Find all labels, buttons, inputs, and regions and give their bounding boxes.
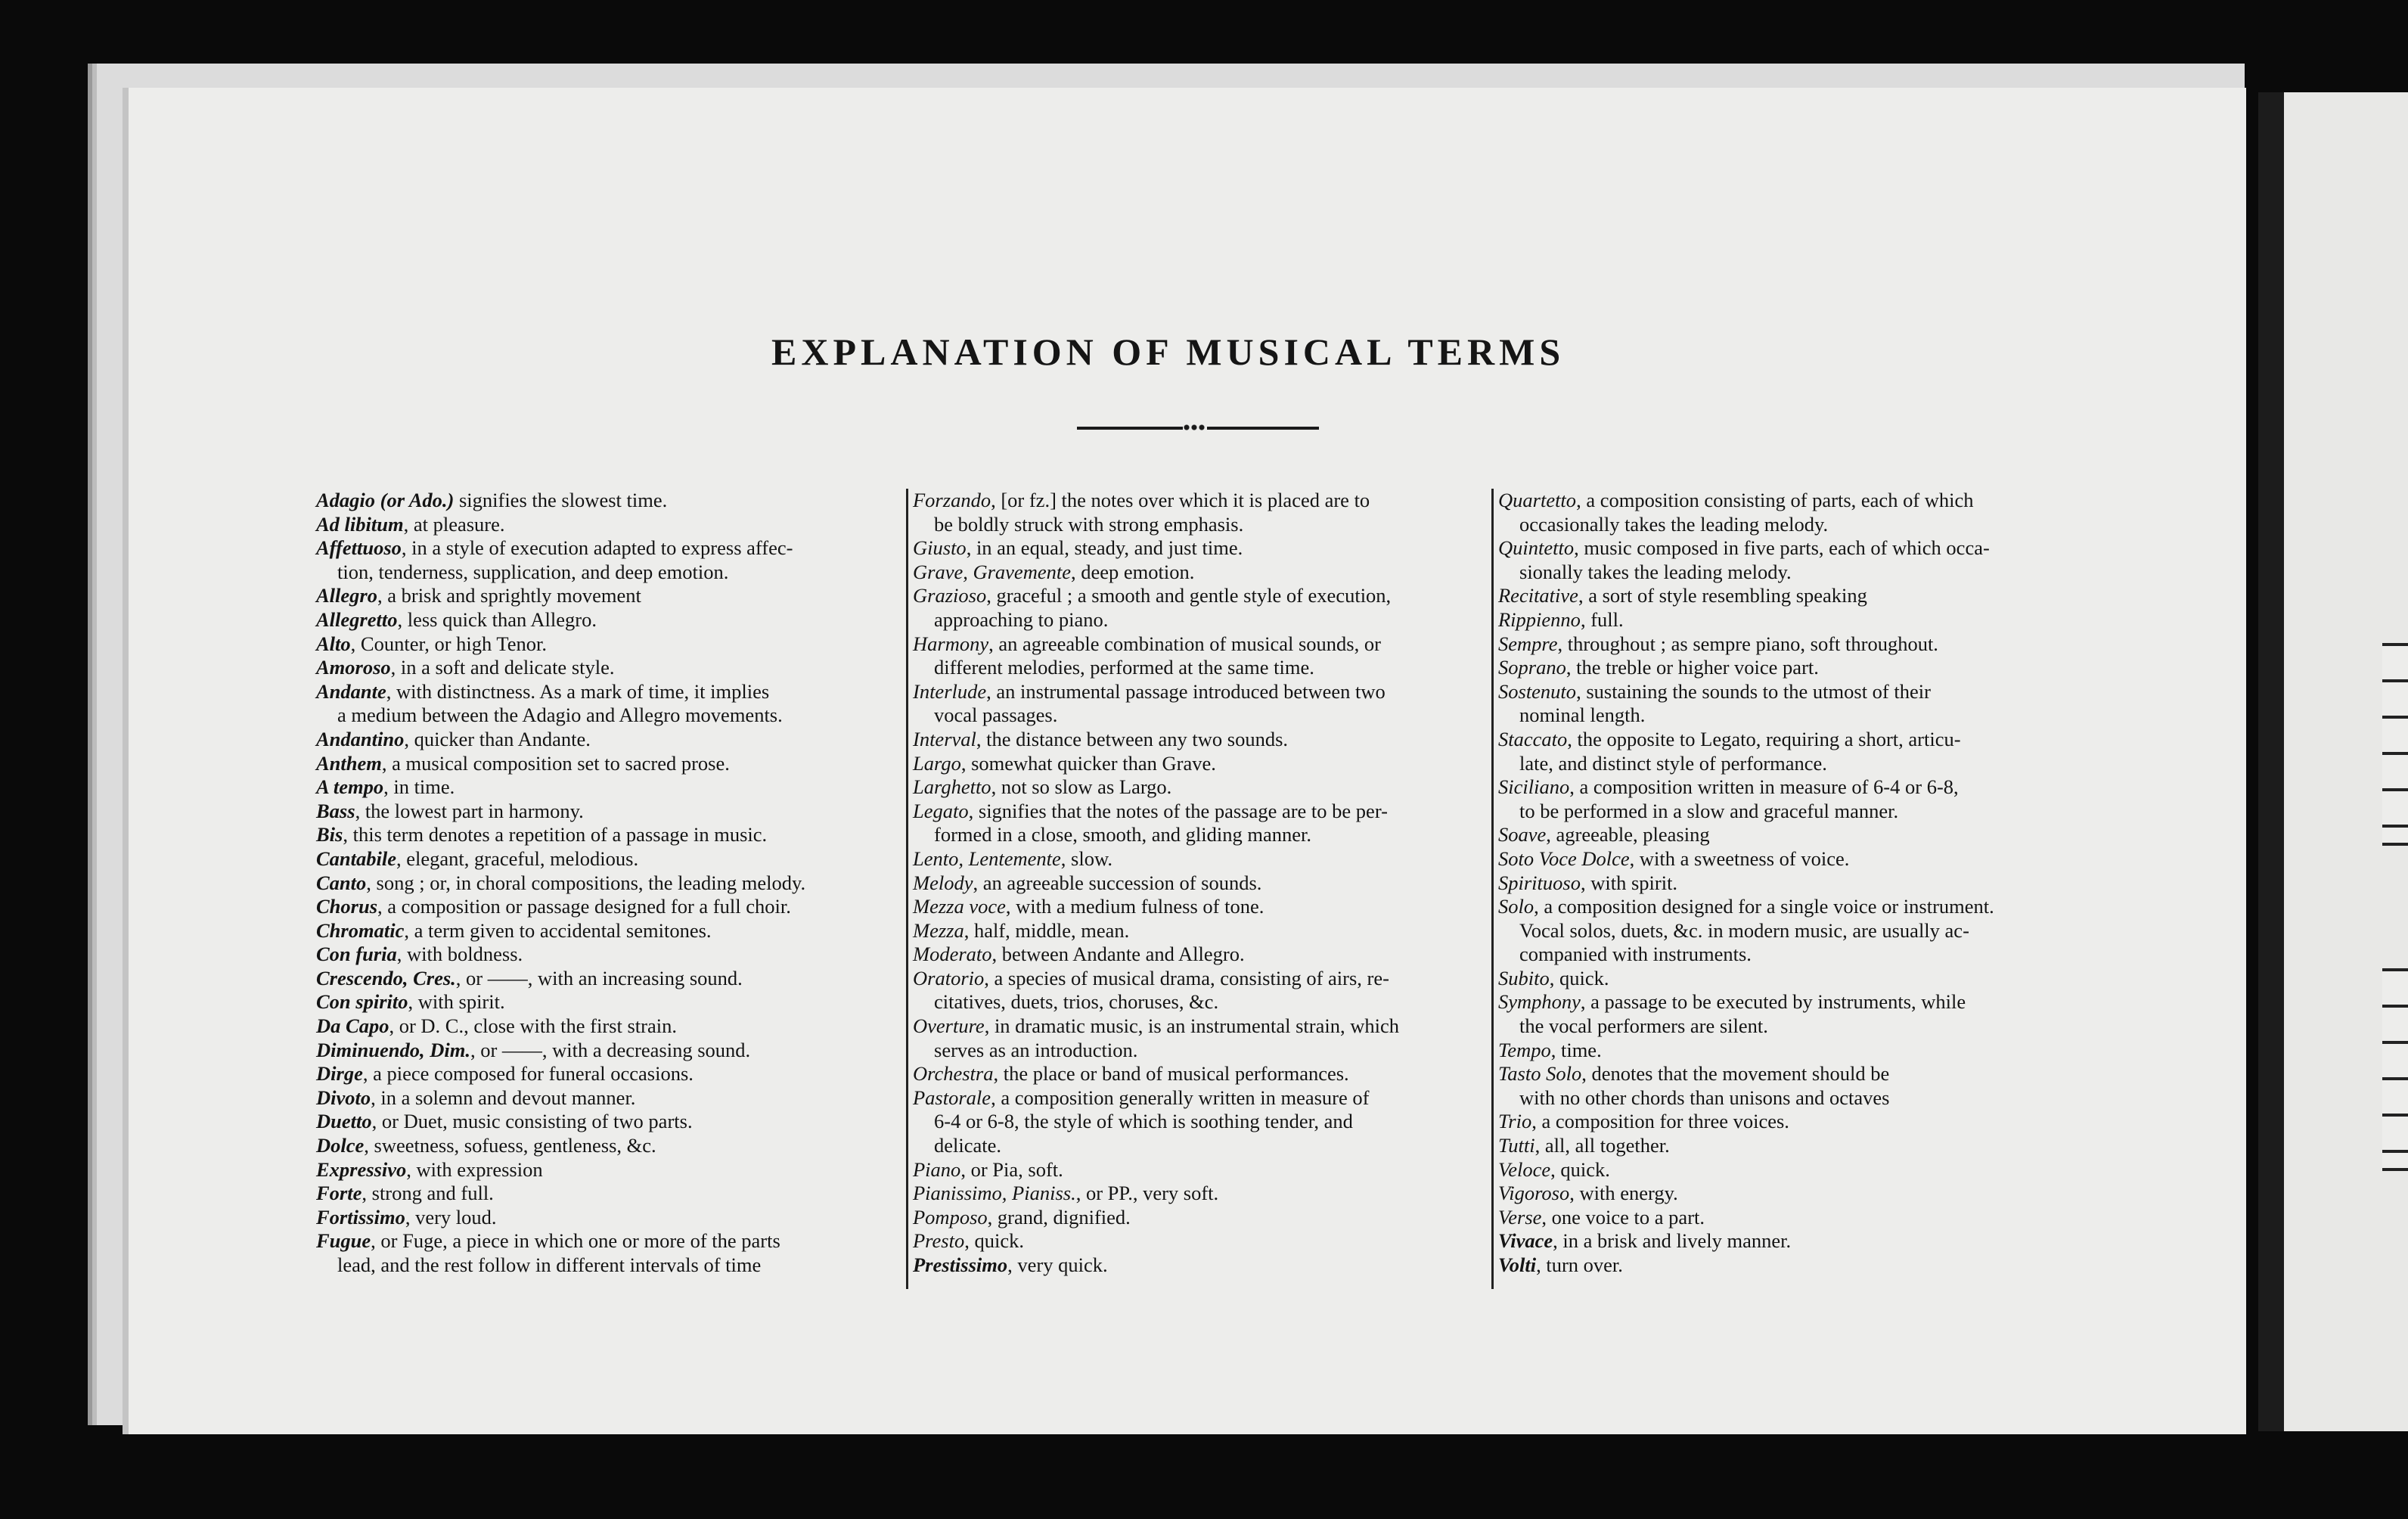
- glossary-term: Chorus: [316, 895, 378, 918]
- glossary-definition: , a sort of style resembling speaking: [1578, 584, 1867, 607]
- glossary-term: Giusto: [913, 536, 967, 560]
- glossary-term: Legato: [913, 799, 969, 822]
- glossary-entry: [913, 1158, 1495, 1182]
- glossary-definition: , one voice to a part.: [1541, 1205, 1705, 1229]
- glossary-definition: serves as an introduction.: [934, 1038, 1138, 1061]
- glossary-definition: , quick.: [1549, 966, 1609, 989]
- glossary-term: Adagio (or Ado.): [316, 489, 455, 511]
- glossary-definition: , less quick than Allegro.: [397, 607, 597, 631]
- glossary-entry: [1498, 847, 2088, 871]
- glossary-definition: approaching to piano.: [934, 607, 1109, 631]
- glossary-term: Soave: [1498, 823, 1547, 846]
- glossary-definition: , the lowest part in harmony.: [355, 799, 584, 822]
- glossary-entry: [316, 919, 898, 943]
- glossary-entry: [316, 871, 898, 896]
- glossary-entry: [316, 752, 898, 776]
- glossary-definition: different melodies, performed at the same time.: [934, 656, 1314, 679]
- glossary-definition: , elegant, graceful, melodious.: [396, 846, 639, 870]
- glossary-entry: [913, 752, 1495, 776]
- glossary-definition: , time.: [1550, 1038, 1602, 1061]
- glossary-term: Alto: [316, 632, 351, 655]
- glossary-term: Tutti: [1498, 1134, 1535, 1157]
- glossary-definition: lead, and the rest follow in different intervals of time: [337, 1253, 762, 1276]
- glossary-term: Lento, Lentemente: [913, 846, 1061, 870]
- glossary-entry: [316, 680, 898, 704]
- glossary-definition: , the place or band of musical performances.: [993, 1062, 1349, 1086]
- glossary-entry: [913, 584, 1495, 608]
- glossary-term: A tempo: [316, 775, 384, 799]
- glossary-term: Vivace: [1498, 1229, 1553, 1253]
- glossary-entry: [1498, 967, 2088, 991]
- glossary-definition: , a composition for three voices.: [1531, 1110, 1789, 1133]
- glossary-entry: [913, 608, 1495, 632]
- glossary-entry: [316, 1062, 898, 1086]
- glossary-term: Harmony: [913, 632, 989, 655]
- glossary-entry: [1498, 1134, 2088, 1158]
- glossary-term: Quartetto: [1498, 489, 1577, 511]
- glossary-term: Andante: [316, 679, 386, 703]
- glossary-entry: [1498, 1086, 2088, 1111]
- glossary-definition: , quicker than Andante.: [404, 727, 591, 750]
- music-staff-fragment: [2382, 643, 2408, 846]
- glossary-term: Verse: [1498, 1205, 1542, 1229]
- glossary-term: Tempo: [1498, 1038, 1551, 1061]
- glossary-term: Overture: [913, 1014, 985, 1038]
- glossary-entry: [913, 704, 1495, 728]
- glossary-entry: [316, 513, 898, 537]
- glossary-entry: [1498, 1182, 2088, 1206]
- glossary-term: Oratorio: [913, 966, 985, 989]
- glossary-term: Rippienno: [1498, 607, 1581, 631]
- glossary-entry: [913, 1086, 1495, 1111]
- glossary-entry: [1498, 656, 2088, 680]
- glossary-definition: nominal length.: [1519, 704, 1646, 727]
- glossary-definition: delicate.: [934, 1134, 1002, 1157]
- glossary-definition: , with a sweetness of voice.: [1629, 846, 1850, 870]
- glossary-entry: [913, 990, 1495, 1014]
- glossary-definition: , in a soft and delicate style.: [390, 656, 615, 679]
- glossary-entry: [316, 632, 898, 657]
- glossary-term: Forte: [316, 1182, 362, 1205]
- glossary-entry: [1498, 1014, 2088, 1039]
- glossary-definition: , or ——, with an increasing sound.: [455, 966, 743, 989]
- glossary-term: Con furia: [316, 943, 397, 966]
- glossary-definition: , an agreeable succession of sounds.: [973, 871, 1262, 894]
- glossary-definition: , in a style of execution adapted to express affec-: [401, 536, 793, 560]
- glossary-entry: [1498, 1253, 2088, 1278]
- glossary-entry: [913, 871, 1495, 896]
- glossary-entry: [316, 1134, 898, 1158]
- glossary-definition: , signifies that the notes of the passage are to be per-: [968, 799, 1388, 822]
- glossary-term: Quintetto: [1498, 536, 1575, 560]
- glossary-term: Pastorale: [913, 1086, 991, 1109]
- glossary-definition: , or Fuge, a piece in which one or more of the parts: [371, 1229, 780, 1253]
- glossary-term: Largo: [913, 751, 961, 775]
- glossary-term: Diminuendo, Dim.: [316, 1038, 470, 1061]
- glossary-entry: [1498, 871, 2088, 896]
- glossary-entry: [913, 728, 1495, 752]
- glossary-entry: [913, 847, 1495, 871]
- glossary-entry: [316, 1206, 898, 1230]
- glossary-definition: , at pleasure.: [403, 512, 505, 536]
- glossary-term: Trio: [1498, 1110, 1532, 1133]
- glossary-entry: [316, 1039, 898, 1063]
- glossary-column-middle: [906, 489, 1495, 1289]
- glossary-term: Expressivo: [316, 1157, 407, 1181]
- glossary-definition: , with spirit.: [408, 990, 505, 1014]
- glossary-entry: [1498, 1229, 2088, 1253]
- glossary-term: Piano: [913, 1157, 961, 1181]
- glossary-definition: , the treble or higher voice part.: [1566, 656, 1819, 679]
- glossary-definition: , a composition generally written in measure of: [991, 1086, 1370, 1109]
- glossary-entry: [1498, 632, 2088, 657]
- glossary-entry: [913, 919, 1495, 943]
- glossary-term: Allegro: [316, 584, 377, 607]
- glossary-definition: , very loud.: [405, 1205, 497, 1229]
- glossary-entry: [316, 608, 898, 632]
- glossary-definition: , deep emotion.: [1070, 560, 1195, 583]
- glossary-definition: , a composition written in measure of 6-4 or 6-8,: [1569, 775, 1959, 799]
- glossary-definition: , [or fz.] the notes over which it is placed are to: [991, 489, 1370, 511]
- glossary-entry: [913, 632, 1495, 657]
- glossary-term: Soprano: [1498, 656, 1566, 679]
- glossary-definition: , song ; or, in choral compositions, the leading melody.: [366, 871, 806, 894]
- glossary-entry: [1498, 608, 2088, 632]
- glossary-term: Grazioso: [913, 584, 987, 607]
- glossary-definition: Vocal solos, duets, &c. in modern music, are usually ac-: [1519, 918, 1969, 942]
- glossary-definition: a medium between the Adagio and Allegro movements.: [337, 704, 783, 727]
- glossary-definition: , or Pia, soft.: [960, 1157, 1063, 1181]
- glossary-term: Allegretto: [316, 607, 398, 631]
- glossary-entry: [913, 1039, 1495, 1063]
- glossary-term: Tasto Solo: [1498, 1062, 1582, 1086]
- glossary-definition: the vocal performers are silent.: [1519, 1014, 1768, 1038]
- glossary-entry: [1498, 728, 2088, 752]
- glossary-term: Forzando: [913, 489, 991, 511]
- glossary-definition: , sweetness, sofuess, gentleness, &c.: [364, 1134, 656, 1157]
- glossary-term: Ad libitum: [316, 512, 404, 536]
- glossary-definition: , between Andante and Allegro.: [991, 943, 1245, 966]
- glossary-entry: [316, 728, 898, 752]
- glossary-definition: , this term denotes a repetition of a passage in music.: [343, 823, 768, 846]
- glossary-term: Sempre: [1498, 632, 1558, 655]
- glossary-entry: [913, 513, 1495, 537]
- glossary-definition: to be performed in a slow and graceful manner.: [1519, 799, 1899, 822]
- glossary-term: Anthem: [316, 751, 382, 775]
- glossary-entry: [1498, 895, 2088, 919]
- glossary-definition: , the distance between any two sounds.: [976, 727, 1289, 750]
- glossary-entry: [316, 656, 898, 680]
- glossary-term: Sostenuto: [1498, 679, 1577, 703]
- glossary-definition: , quick.: [1550, 1157, 1610, 1181]
- glossary-entry: [316, 536, 898, 561]
- music-staff-fragment: [2382, 968, 2408, 1171]
- glossary-entry: [316, 1110, 898, 1134]
- glossary-definition: , slow.: [1060, 846, 1112, 870]
- glossary-term: Andantino: [316, 727, 405, 750]
- glossary-definition: , not so slow as Largo.: [991, 775, 1172, 799]
- glossary-column-right: [1491, 489, 2088, 1289]
- glossary-entry: [1498, 823, 2088, 847]
- glossary-definition: companied with instruments.: [1519, 943, 1752, 966]
- glossary-entry: [1498, 584, 2088, 608]
- glossary-term: Dirge: [316, 1062, 363, 1086]
- glossary-definition: with no other chords than unisons and octaves: [1519, 1086, 1890, 1109]
- glossary-entry: [316, 990, 898, 1014]
- glossary-definition: , throughout ; as sempre piano, soft throughout.: [1557, 632, 1938, 655]
- glossary-entry: [1498, 1039, 2088, 1063]
- glossary-entry: [913, 800, 1495, 824]
- glossary-definition: , quick.: [964, 1229, 1024, 1253]
- glossary-entry: [316, 489, 898, 513]
- glossary-entry: [913, 1110, 1495, 1134]
- glossary-term: Amoroso: [316, 656, 391, 679]
- glossary-entry: [1498, 1158, 2088, 1182]
- glossary-definition: , with spirit.: [1580, 871, 1678, 894]
- glossary-definition: citatives, duets, trios, choruses, &c.: [934, 990, 1219, 1014]
- glossary-term: Symphony: [1498, 990, 1581, 1014]
- glossary-definition: , with boldness.: [396, 943, 523, 966]
- glossary-entry: [913, 561, 1495, 585]
- glossary-entry: [1498, 919, 2088, 943]
- glossary-term: Da Capo: [316, 1014, 389, 1038]
- glossary-definition: , graceful ; a smooth and gentle style of execution,: [986, 584, 1392, 607]
- glossary-entry: [316, 823, 898, 847]
- glossary-definition: , very quick.: [1007, 1253, 1108, 1276]
- glossary-term: Orchestra: [913, 1062, 994, 1086]
- glossary-term: Pianissimo, Pianiss.: [913, 1182, 1076, 1205]
- glossary-entry: [316, 1014, 898, 1039]
- glossary-definition: 6-4 or 6-8, the style of which is soothing tender, and: [934, 1110, 1353, 1133]
- glossary-term: Interlude: [913, 679, 987, 703]
- glossary-definition: , with distinctness. As a mark of time, it implies: [386, 679, 770, 703]
- glossary-definition: , half, middle, mean.: [964, 918, 1130, 942]
- glossary-entry: [316, 967, 898, 991]
- glossary-entry: [1498, 752, 2088, 776]
- glossary-entry: [913, 1134, 1495, 1158]
- glossary-term: Soto Voce Dolce: [1498, 846, 1630, 870]
- glossary-entry: [1498, 536, 2088, 561]
- glossary-definition: , or Duet, music consisting of two parts.: [371, 1110, 693, 1133]
- glossary-term: Bis: [316, 823, 343, 846]
- glossary-term: Fugue: [316, 1229, 371, 1253]
- glossary-definition: , in a brisk and lively manner.: [1553, 1229, 1792, 1253]
- glossary-entry: [316, 1086, 898, 1111]
- glossary-definition: sionally takes the leading melody.: [1519, 560, 1792, 583]
- glossary-definition: , an agreeable combination of musical sounds, or: [988, 632, 1381, 655]
- glossary-term: Solo: [1498, 895, 1534, 918]
- glossary-entry: [1498, 1110, 2088, 1134]
- glossary-entry: [913, 680, 1495, 704]
- glossary-term: Moderato: [913, 943, 992, 966]
- glossary-term: Mezza voce: [913, 895, 1006, 918]
- glossary-entry: [913, 536, 1495, 561]
- glossary-entry: [913, 967, 1495, 991]
- glossary-definition: , turn over.: [1536, 1253, 1623, 1276]
- glossary-entry: [1498, 1062, 2088, 1086]
- glossary-term: Chromatic: [316, 918, 405, 942]
- glossary-definition: be boldly struck with strong emphasis.: [934, 512, 1244, 536]
- glossary-term: Subito: [1498, 966, 1550, 989]
- glossary-definition: , or D. C., close with the first strain.: [389, 1014, 677, 1038]
- glossary-entry: [1498, 943, 2088, 967]
- glossary-term: Canto: [316, 871, 367, 894]
- glossary-entry: [316, 1253, 898, 1278]
- glossary-entry: [316, 800, 898, 824]
- glossary-definition: , denotes that the movement should be: [1581, 1062, 1890, 1086]
- page-title: EXPLANATION OF MUSICAL TERMS: [771, 331, 1566, 373]
- glossary-definition: , in dramatic music, is an instrumental strain, which: [984, 1014, 1399, 1038]
- glossary-definition: , strong and full.: [362, 1182, 494, 1205]
- glossary-definition: signifies the slowest time.: [454, 489, 668, 511]
- glossary-entry: [1498, 561, 2088, 585]
- glossary-term: Divoto: [316, 1086, 371, 1109]
- glossary-definition: , a term given to accidental semitones.: [404, 918, 712, 942]
- glossary-definition: occasionally takes the leading melody.: [1519, 512, 1829, 536]
- glossary-entry: [1498, 704, 2088, 728]
- glossary-term: Vigoroso: [1498, 1182, 1570, 1205]
- glossary-definition: , the opposite to Legato, requiring a short, articu-: [1567, 727, 1961, 750]
- glossary-term: Crescendo, Cres.: [316, 966, 456, 989]
- glossary-definition: , grand, dignified.: [987, 1205, 1131, 1229]
- glossary-definition: , with energy.: [1569, 1182, 1678, 1205]
- glossary-entry: [913, 1182, 1495, 1206]
- glossary-term: Pomposo: [913, 1205, 988, 1229]
- glossary-term: Affettuoso: [316, 536, 402, 560]
- glossary-entry: [1498, 800, 2088, 824]
- glossary-term: Volti: [1498, 1253, 1537, 1276]
- glossary-entry: [316, 561, 898, 585]
- glossary-definition: , a musical composition set to sacred prose.: [381, 751, 730, 775]
- glossary-term: Staccato: [1498, 727, 1568, 750]
- glossary-term: Con spirito: [316, 990, 408, 1014]
- glossary-definition: , with expression: [406, 1157, 543, 1181]
- glossary-entry: [1498, 990, 2088, 1014]
- glossary-term: Prestissimo: [913, 1253, 1008, 1276]
- glossary-term: Veloce: [1498, 1157, 1551, 1181]
- glossary-column-left: [316, 489, 898, 1278]
- glossary-definition: , with a medium fulness of tone.: [1005, 895, 1265, 918]
- glossary-entry: [316, 943, 898, 967]
- glossary-definition: , a piece composed for funeral occasions.: [362, 1062, 694, 1086]
- glossary-entry: [1498, 513, 2088, 537]
- glossary-entry: [316, 704, 898, 728]
- glossary-definition: , full.: [1580, 607, 1624, 631]
- glossary-term: Fortissimo: [316, 1205, 405, 1229]
- glossary-entry: [316, 1182, 898, 1206]
- glossary-definition: tion, tenderness, supplication, and deep emotion.: [337, 560, 729, 583]
- glossary-definition: , agreeable, pleasing: [1546, 823, 1710, 846]
- glossary-definition: late, and distinct style of performance.: [1519, 751, 1827, 775]
- glossary-definition: , all, all together.: [1534, 1134, 1670, 1157]
- glossary-term: Siciliano: [1498, 775, 1570, 799]
- glossary-definition: , a composition designed for a single voice or instrument.: [1534, 895, 1994, 918]
- glossary-entry: [913, 823, 1495, 847]
- glossary-entry: [1498, 489, 2088, 513]
- glossary-term: Mezza: [913, 918, 964, 942]
- glossary-entry: [913, 1253, 1495, 1278]
- glossary-definition: , in a solemn and devout manner.: [371, 1086, 636, 1109]
- glossary-entry: [316, 584, 898, 608]
- glossary-definition: , a brisk and sprightly movement: [377, 584, 641, 607]
- glossary-entry: [913, 656, 1495, 680]
- glossary-term: Duetto: [316, 1110, 372, 1133]
- glossary-definition: , a species of musical drama, consisting of airs, re-: [984, 966, 1389, 989]
- glossary-term: Bass: [316, 799, 355, 822]
- glossary-entry: [1498, 1206, 2088, 1230]
- glossary-definition: , Counter, or high Tenor.: [350, 632, 548, 655]
- glossary-term: Interval: [913, 727, 976, 750]
- glossary-entry: [913, 1206, 1495, 1230]
- glossary-entry: [913, 1014, 1495, 1039]
- glossary-term: Recitative: [1498, 584, 1578, 607]
- glossary-term: Grave, Gravemente: [913, 560, 1071, 583]
- glossary-entry: [316, 775, 898, 800]
- glossary-definition: , in time.: [383, 775, 455, 799]
- glossary-entry: [913, 1229, 1495, 1253]
- glossary-definition: , an instrumental passage introduced between two: [986, 679, 1386, 703]
- glossary-entry: [316, 895, 898, 919]
- glossary-definition: , sustaining the sounds to the utmost of their: [1576, 679, 1931, 703]
- glossary-entry: [913, 489, 1495, 513]
- glossary-entry: [913, 775, 1495, 800]
- glossary-definition: , or PP., very soft.: [1075, 1182, 1219, 1205]
- glossary-term: Presto: [913, 1229, 965, 1253]
- title-ornament-rule: [1077, 424, 1319, 431]
- glossary-definition: , a composition consisting of parts, each of which: [1576, 489, 1974, 511]
- glossary-term: Larghetto: [913, 775, 991, 799]
- glossary-entry: [913, 1062, 1495, 1086]
- glossary-definition: , or ——, with a decreasing sound.: [470, 1038, 751, 1061]
- glossary-definition: , in an equal, steady, and just time.: [966, 536, 1243, 560]
- glossary-definition: vocal passages.: [934, 704, 1058, 727]
- glossary-term: Melody: [913, 871, 973, 894]
- glossary-term: Spirituoso: [1498, 871, 1581, 894]
- glossary-term: Dolce: [316, 1134, 365, 1157]
- glossary-definition: formed in a close, smooth, and gliding manner.: [934, 823, 1311, 846]
- glossary-entry: [913, 895, 1495, 919]
- glossary-definition: , a passage to be executed by instruments, while: [1580, 990, 1966, 1014]
- glossary-entry: [316, 1158, 898, 1182]
- glossary-definition: , a composition or passage designed for a full choir.: [377, 895, 791, 918]
- glossary-term: Cantabile: [316, 846, 397, 870]
- glossary-definition: , somewhat quicker than Grave.: [960, 751, 1216, 775]
- glossary-entry: [913, 943, 1495, 967]
- glossary-entry: [1498, 775, 2088, 800]
- glossary-definition: , music composed in five parts, each of which occa-: [1574, 536, 1990, 560]
- glossary-entry: [316, 847, 898, 871]
- glossary-entry: [316, 1229, 898, 1253]
- glossary-entry: [1498, 680, 2088, 704]
